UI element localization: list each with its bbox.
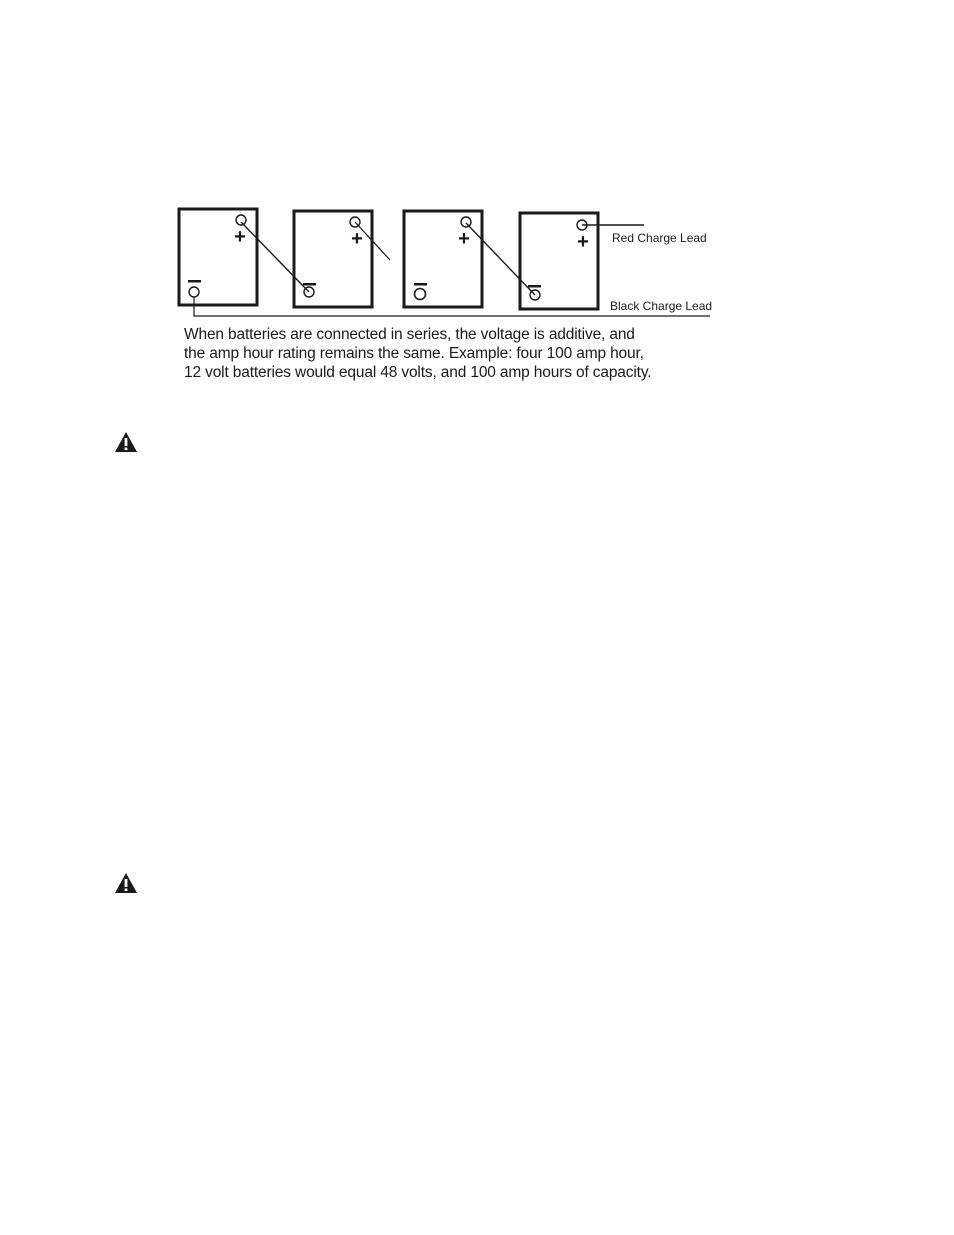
caption-line-2: the amp hour rating remains the same. Example: four 100 amp hour,: [184, 345, 644, 362]
battery-3-minus-sign: [414, 283, 427, 286]
caption-line-1: When batteries are connected in series, the voltage is additive, and: [184, 326, 635, 343]
battery-4-plus-sign: +: [577, 231, 589, 253]
black-charge-lead-label: Black Charge Lead: [610, 299, 713, 313]
battery-2-plus-sign: +: [351, 228, 363, 250]
battery-3-plus-sign: +: [458, 228, 470, 250]
battery-3-positive-terminal: [461, 217, 471, 227]
battery-4-minus-sign: [528, 285, 541, 288]
series-connection-caption: [184, 325, 744, 382]
battery-1-negative-terminal: [189, 287, 199, 297]
battery-1-positive-terminal: [236, 215, 246, 225]
battery-2: [294, 211, 372, 307]
jumper-wire-3-4: [466, 223, 535, 295]
battery-3-negative-terminal: [415, 289, 426, 300]
battery-2-minus-sign: [303, 283, 316, 286]
jumper-wire-1-2: [241, 222, 309, 292]
caption-line-3: 12 volt batteries would equal 48 volts, and 100 amp hours of capacity.: [184, 364, 652, 381]
battery-1-plus-sign: +: [234, 226, 246, 248]
red-charge-lead-label: Red Charge Lead: [612, 231, 707, 245]
battery-1-minus-sign: [188, 280, 201, 283]
warning-triangle-icon: [114, 872, 138, 894]
warning-triangle-icon: [114, 431, 138, 453]
